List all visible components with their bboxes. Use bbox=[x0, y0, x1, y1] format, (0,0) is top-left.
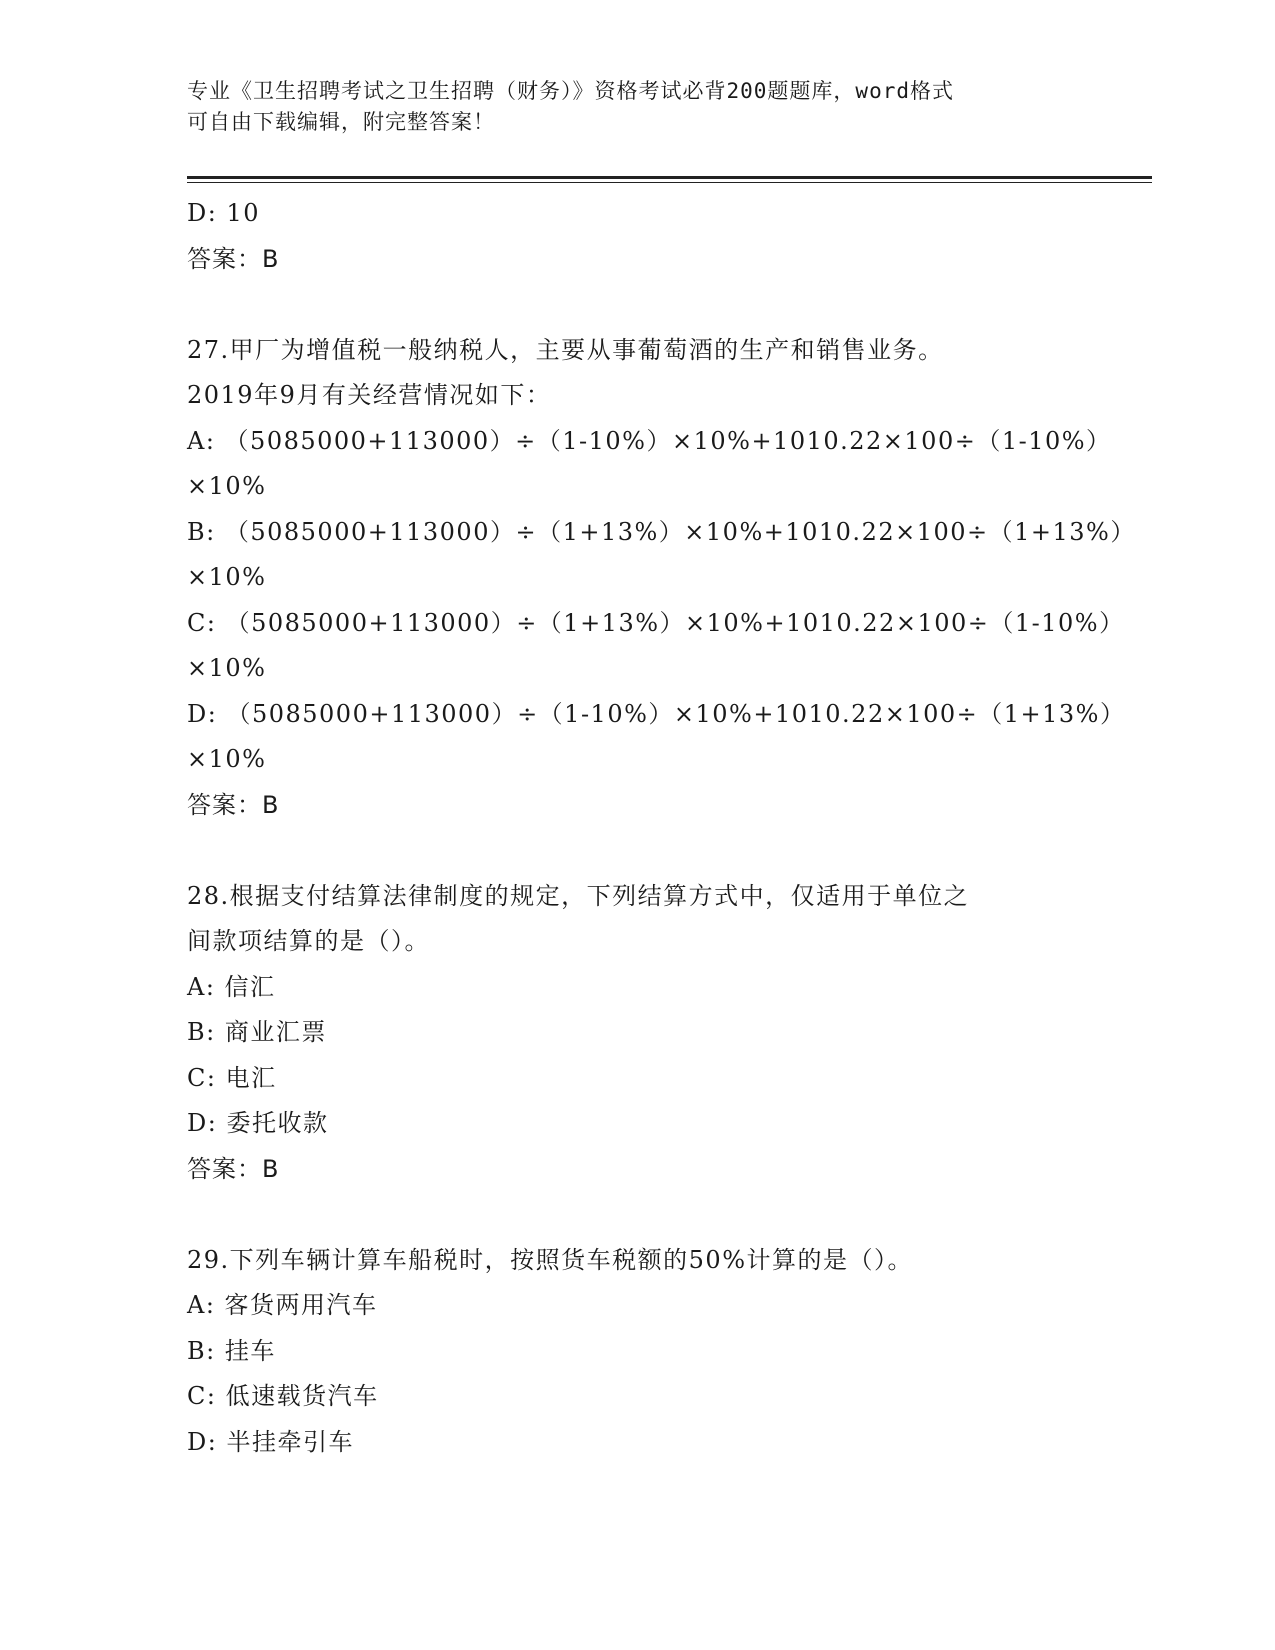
q27-answer: 答案：B bbox=[187, 790, 280, 819]
q28-option-c: C: 电汇 bbox=[187, 1063, 277, 1092]
header-divider-thin bbox=[187, 182, 1152, 183]
q29-option-d: D: 半挂牵引车 bbox=[187, 1427, 354, 1456]
q27-option-d: D: （5085000+113000）÷（1-10%）×10%+1010.22×100÷（1+13%） bbox=[187, 699, 1126, 728]
q28-option-a: A: 信汇 bbox=[187, 972, 276, 1001]
q27-option-b: B: （5085000+113000）÷（1+13%）×10%+1010.22×100÷（1+13%） bbox=[187, 517, 1136, 546]
q28-option-b: B: 商业汇票 bbox=[187, 1018, 327, 1046]
q28-stem-line-2: 间款项结算的是（）。 bbox=[187, 927, 430, 955]
header-title-line-1: 专业《卫生招聘考试之卫生招聘（财务）》资格考试必背200题题库，word格式 bbox=[187, 79, 954, 103]
q29-option-c: C: 低速载货汽车 bbox=[187, 1382, 379, 1410]
q29-stem: 29.下列车辆计算车船税时，按照货车税额的50%计算的是（）。 bbox=[187, 1245, 914, 1274]
header-title-line-2: 可自由下载编辑，附完整答案！ bbox=[187, 110, 495, 134]
spacer bbox=[187, 828, 1087, 874]
q28-stem-line-1: 28.根据支付结算法律制度的规定，下列结算方式中，仅适用于单位之 bbox=[187, 881, 970, 910]
q27-option-b-cont: ×10% bbox=[187, 563, 267, 591]
q28-option-d: D: 委托收款 bbox=[187, 1109, 329, 1137]
header-divider-thick bbox=[187, 176, 1152, 179]
q29-option-b: B: 挂车 bbox=[187, 1336, 276, 1365]
q27-stem-line-2: 2019年9月有关经营情况如下： bbox=[187, 381, 552, 409]
q26-answer: 答案：B bbox=[187, 244, 280, 273]
q27-option-a-cont: ×10% bbox=[187, 472, 267, 500]
q26-option-d: D: 10 bbox=[187, 199, 260, 227]
q27-option-d-cont: ×10% bbox=[187, 745, 267, 773]
q28-answer: 答案：B bbox=[187, 1154, 280, 1183]
q27-stem-line-1: 27.甲厂为增值税一般纳税人，主要从事葡萄酒的生产和销售业务。 bbox=[187, 335, 944, 364]
q29-option-a: A: 客货两用汽车 bbox=[187, 1291, 378, 1319]
q27-option-c-cont: ×10% bbox=[187, 654, 267, 682]
q27-option-a: A: （5085000+113000）÷（1-10%）×10%+1010.22×100÷（1-10%） bbox=[187, 426, 1112, 455]
spacer bbox=[187, 282, 1087, 328]
q27-option-c: C: （5085000+113000）÷（1+13%）×10%+1010.22×100÷（1-10%） bbox=[187, 608, 1125, 637]
document-header bbox=[187, 76, 1087, 138]
spacer bbox=[187, 1192, 1087, 1238]
question-content bbox=[187, 191, 1136, 1465]
